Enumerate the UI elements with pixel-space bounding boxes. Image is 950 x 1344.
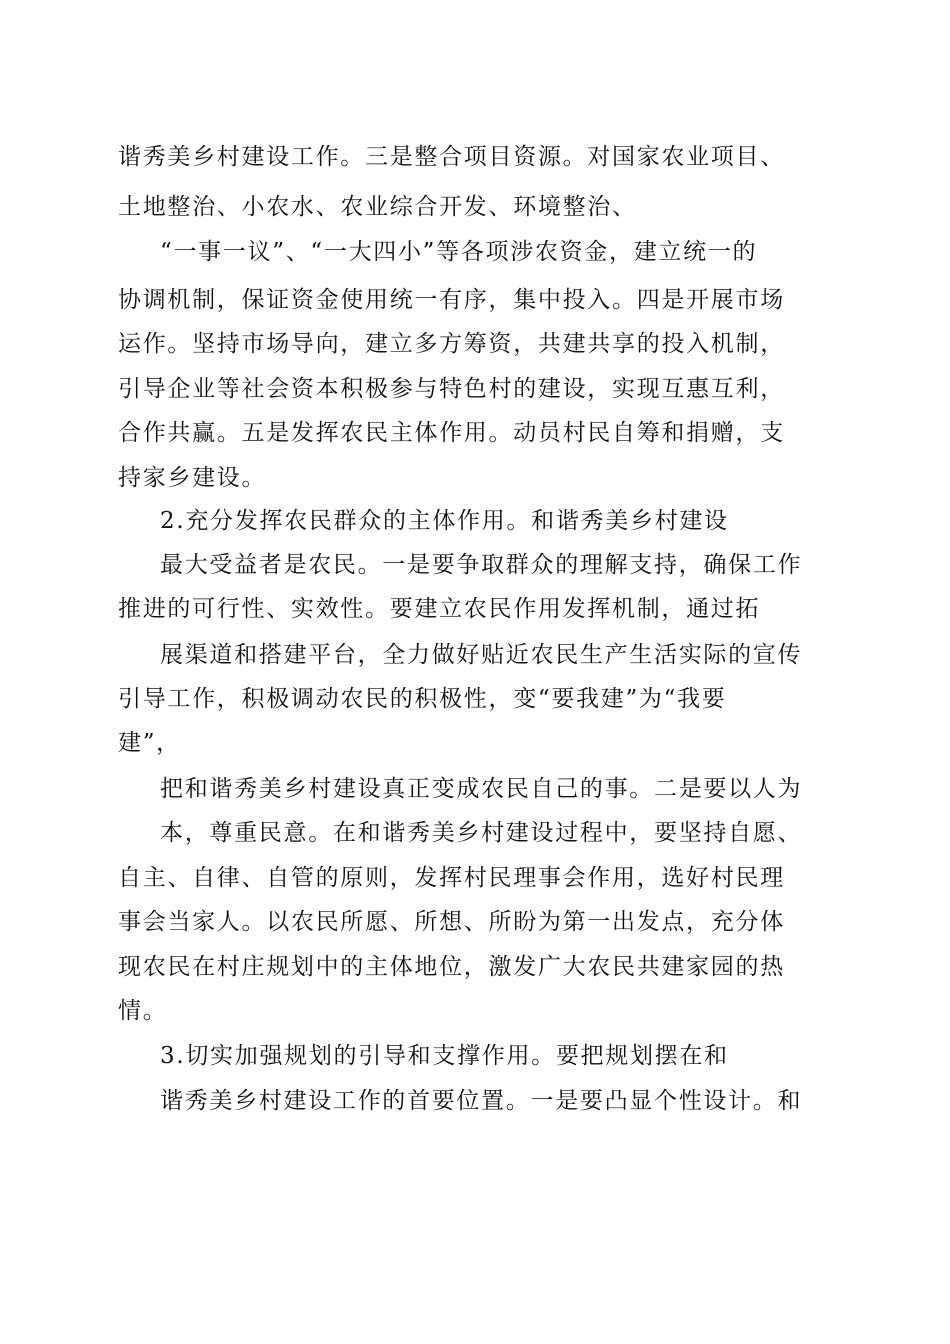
text-line: 谐秀美乡村建设工作。三是整合项目资源。对国家农业项目、 [118, 144, 785, 170]
text-line: 事会当家人。以农民所愿、所想、所盼为第一出发点，充分体 [118, 909, 785, 935]
text-line: 持家乡建设。 [118, 465, 267, 491]
text-line: 2.充分发挥农民群众的主体作用。和谐秀美乡村建设 [160, 508, 729, 534]
text-line: 现农民在村庄规划中的主体地位，激发广大农民共建家园的热 [118, 954, 785, 980]
text-line: 最大受益者是农民。一是要争取群众的理解支持，确保工作 [160, 552, 803, 578]
text-line: 推进的可行性、实效性。要建立农民作用发挥机制，通过拓 [118, 596, 761, 622]
text-line: 运作。坚持市场导向，建立多方筹资，共建共享的投入机制， [118, 331, 785, 357]
text-line: 合作共赢。五是发挥农民主体作用。动员村民自筹和捐赠，支 [118, 420, 785, 446]
text-line: 自主、自律、自管的原则，发挥村民理事会作用，选好村民理 [118, 865, 785, 891]
text-line: 土地整治、小农水、农业综合开发、环境整治、 [118, 194, 637, 220]
text-line: 本，尊重民意。在和谐秀美乡村建设过程中，要坚持自愿、 [160, 820, 803, 846]
text-line: 谐秀美乡村建设工作的首要位置。一是要凸显个性设计。和 [160, 1088, 803, 1114]
text-line: 情。 [118, 998, 168, 1024]
text-line: 建”， [118, 730, 181, 756]
text-line: 协调机制，保证资金使用统一有序，集中投入。四是开展市场 [118, 287, 785, 313]
text-line: 引导工作，积极调动农民的积极性，变“要我建”为“我要 [118, 686, 727, 712]
text-line: 把和谐秀美乡村建设真正变成农民自己的事。二是要以人为 [160, 776, 803, 802]
text-line: “一事一议”、“一大四小”等各项涉农资金，建立统一的 [160, 239, 758, 265]
text-line: 3.切实加强规划的引导和支撑作用。要把规划摆在和 [160, 1043, 729, 1069]
text-line: 展渠道和搭建平台，全力做好贴近农民生产生活实际的宣传 [160, 642, 803, 668]
text-line: 引导企业等社会资本积极参与特色村的建设，实现互惠互利， [118, 376, 785, 402]
